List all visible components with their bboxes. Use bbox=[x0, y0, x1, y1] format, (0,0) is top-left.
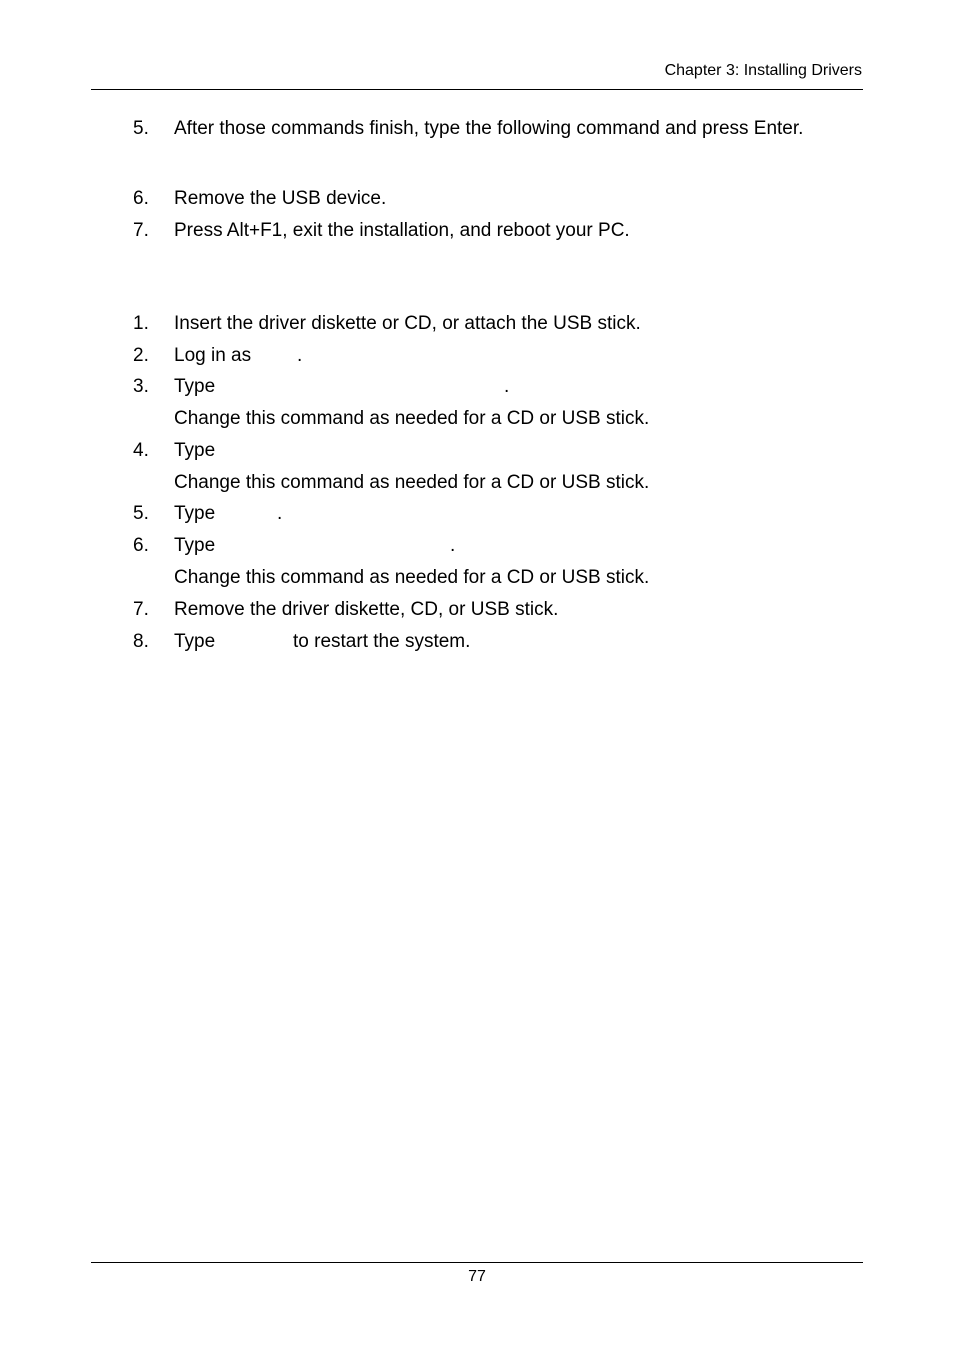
header-rule bbox=[91, 89, 863, 90]
step-number: 7. bbox=[133, 599, 149, 620]
step-note bbox=[0, 471, 954, 495]
step-note bbox=[0, 566, 954, 590]
chapter-title: Chapter 3: Installing Drivers bbox=[664, 62, 862, 79]
step-number: 2. bbox=[133, 345, 149, 366]
step-note-text: Change this command as needed for a CD or USB stick. bbox=[174, 567, 650, 588]
footer-rule bbox=[91, 1262, 863, 1263]
step-trailing-text: . bbox=[504, 376, 510, 397]
list-item bbox=[0, 502, 954, 526]
step-text: Type bbox=[174, 503, 216, 524]
step-trailing-text: . bbox=[450, 535, 456, 556]
list-item bbox=[0, 439, 954, 463]
step-text: Type bbox=[174, 376, 216, 397]
step-text: Log in as bbox=[174, 345, 252, 366]
step-text: Press Alt+F1, exit the installation, and reboot your PC. bbox=[174, 220, 630, 241]
step-number: 6. bbox=[133, 535, 149, 556]
step-text: Insert the driver diskette or CD, or attach the USB stick. bbox=[174, 313, 641, 334]
step-note-text: Change this command as needed for a CD or USB stick. bbox=[174, 408, 650, 429]
step-text: Type bbox=[174, 440, 216, 461]
list-item bbox=[0, 630, 954, 654]
step-number: 6. bbox=[133, 188, 149, 209]
step-text: Remove the driver diskette, CD, or USB stick. bbox=[174, 599, 559, 620]
list-item bbox=[0, 187, 954, 211]
step-text: Type bbox=[174, 631, 216, 652]
step-number: 4. bbox=[133, 440, 149, 461]
list-item bbox=[0, 117, 954, 141]
list-item bbox=[0, 219, 954, 243]
step-trailing-text: . bbox=[297, 345, 303, 366]
step-text: After those commands finish, type the following command and press Enter. bbox=[174, 118, 804, 139]
step-text: Type bbox=[174, 535, 216, 556]
list-item bbox=[0, 312, 954, 336]
step-trailing-text: . bbox=[277, 503, 283, 524]
step-number: 8. bbox=[133, 631, 149, 652]
page-number: 77 bbox=[468, 1268, 486, 1285]
step-number: 1. bbox=[133, 313, 149, 334]
step-number: 5. bbox=[133, 503, 149, 524]
step-text: Remove the USB device. bbox=[174, 188, 387, 209]
step-note-text: Change this command as needed for a CD or USB stick. bbox=[174, 472, 650, 493]
step-trailing-text: to restart the system. bbox=[293, 631, 471, 652]
list-item bbox=[0, 375, 954, 399]
step-number: 3. bbox=[133, 376, 149, 397]
step-number: 5. bbox=[133, 118, 149, 139]
step-note bbox=[0, 407, 954, 431]
step-number: 7. bbox=[133, 220, 149, 241]
list-item bbox=[0, 344, 954, 368]
list-item bbox=[0, 534, 954, 558]
list-item bbox=[0, 598, 954, 622]
